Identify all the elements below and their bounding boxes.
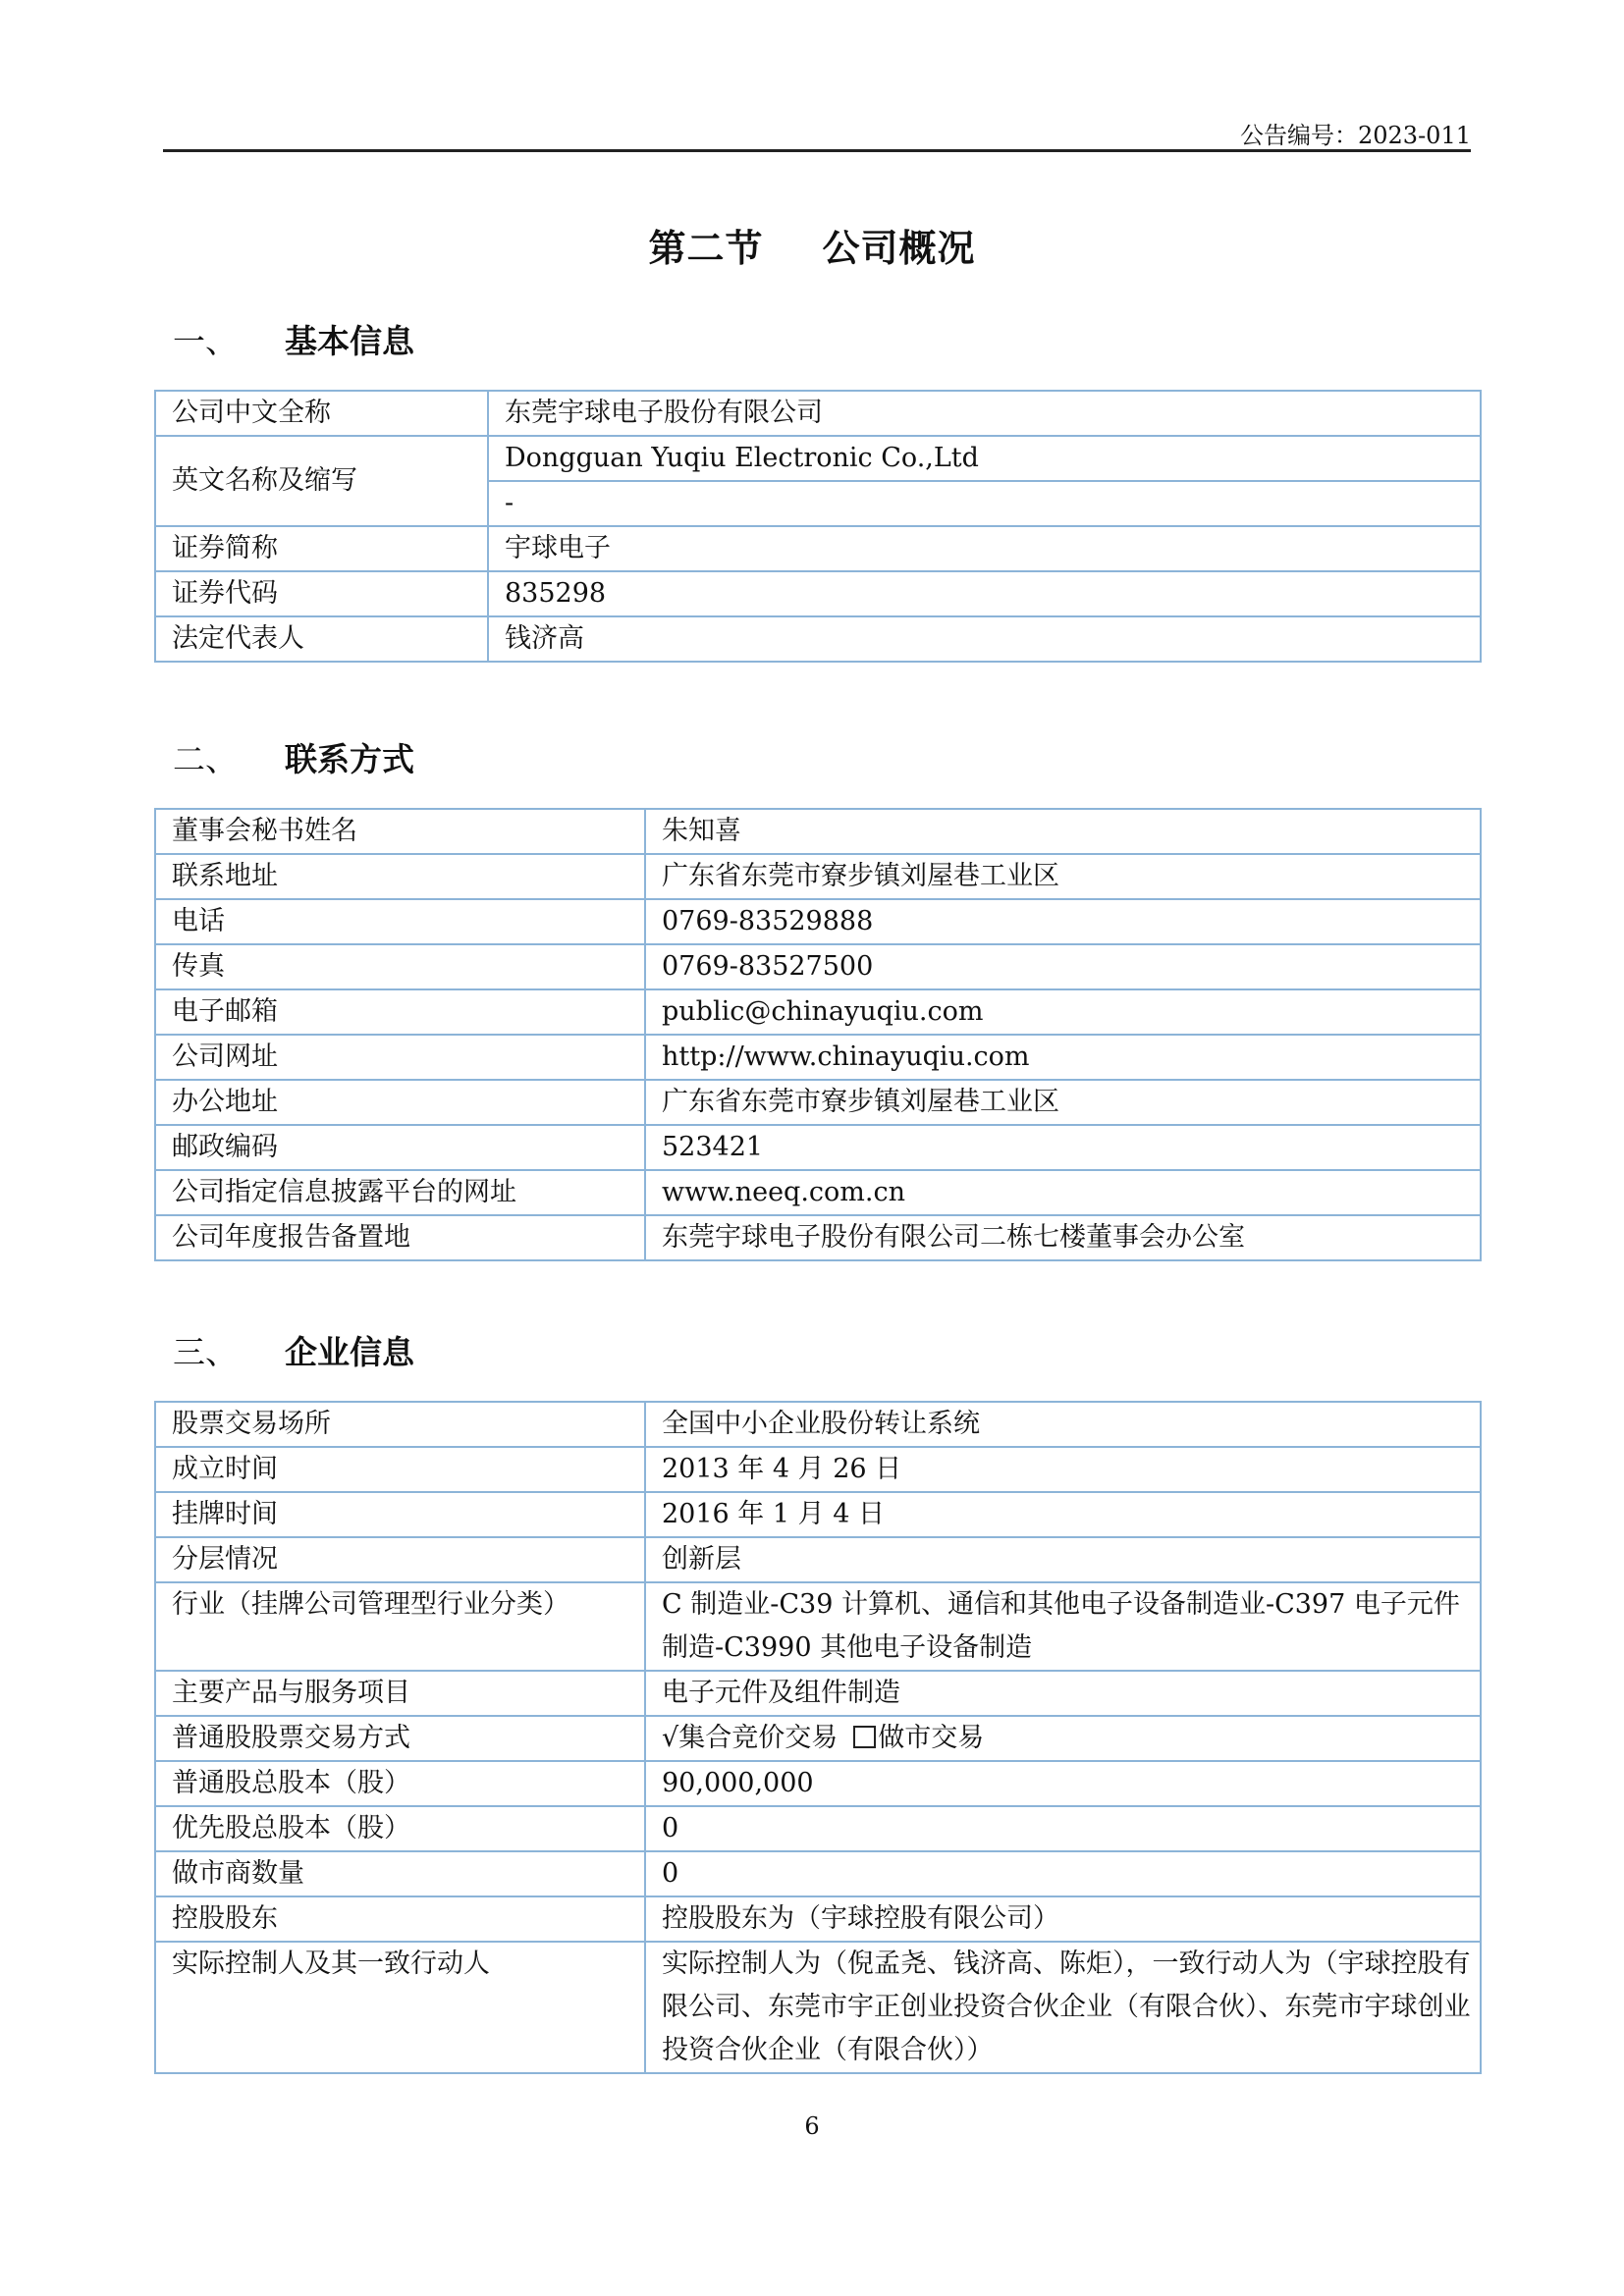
heading-basic-info <box>173 316 414 362</box>
heading-contact <box>173 734 414 780</box>
table-key: 证券代码 <box>155 571 488 616</box>
table-key: 公司网址 <box>155 1035 645 1080</box>
table-value: 东莞宇球电子股份有限公司 <box>488 391 1481 436</box>
table-key: 做市商数量 <box>155 1851 645 1896</box>
table-value: 电子元件及组件制造 <box>645 1671 1481 1716</box>
trading-option-market-making: 做市交易 <box>878 1723 985 1753</box>
section-title <box>0 218 1624 272</box>
section-number: 第二节 <box>648 227 764 270</box>
heading-text: 联系方式 <box>285 740 414 778</box>
table-value: C 制造业-C39 计算机、通信和其他电子设备制造业-C397 电子元件制造-C3990 其他电子设备制造 <box>645 1582 1481 1671</box>
table-value: 创新层 <box>645 1537 1481 1582</box>
table-key: 董事会秘书姓名 <box>155 809 645 854</box>
table-key: 邮政编码 <box>155 1125 645 1170</box>
table-row <box>155 571 1481 616</box>
table-row <box>155 944 1481 989</box>
table-value: 东莞宇球电子股份有限公司二栋七楼董事会办公室 <box>645 1215 1481 1260</box>
table-key: 实际控制人及其一致行动人 <box>155 1942 645 2073</box>
table-row <box>155 854 1481 899</box>
table-row <box>155 526 1481 571</box>
table-value: 控股股东为（宇球控股有限公司） <box>645 1896 1481 1942</box>
table-row <box>155 1851 1481 1896</box>
table-key: 挂牌时间 <box>155 1492 645 1537</box>
table-row <box>155 1806 1481 1851</box>
table-row <box>155 1582 1481 1671</box>
table-value: http://www.chinayuqiu.com <box>645 1035 1481 1080</box>
table-row <box>155 1716 1481 1761</box>
table-value: public@chinayuqiu.com <box>645 989 1481 1035</box>
header-rule <box>163 149 1471 152</box>
table-key: 控股股东 <box>155 1896 645 1942</box>
table-key: 公司指定信息披露平台的网址 <box>155 1170 645 1215</box>
table-row <box>155 1080 1481 1125</box>
table-value: 523421 <box>645 1125 1481 1170</box>
table-key: 法定代表人 <box>155 616 488 662</box>
table-key: 普通股总股本（股） <box>155 1761 645 1806</box>
table-row <box>155 1125 1481 1170</box>
table-value: 2016 年 1 月 4 日 <box>645 1492 1481 1537</box>
table-row <box>155 1402 1481 1447</box>
table-value: Dongguan Yuqiu Electronic Co.,Ltd <box>488 436 1481 481</box>
table-key: 优先股总股本（股） <box>155 1806 645 1851</box>
heading-number: 一、 <box>173 322 238 360</box>
trading-option-auction: √集合竞价交易 <box>662 1723 839 1753</box>
table-value: - <box>488 481 1481 526</box>
table-row <box>155 1170 1481 1215</box>
table-key: 电话 <box>155 899 645 944</box>
enterprise-table <box>154 1401 1482 2074</box>
checkbox-icon <box>853 1726 876 1748</box>
table-key: 分层情况 <box>155 1537 645 1582</box>
table-value: 2013 年 4 月 26 日 <box>645 1447 1481 1492</box>
table-key: 电子邮箱 <box>155 989 645 1035</box>
table-row <box>155 1671 1481 1716</box>
table-value: 广东省东莞市寮步镇刘屋巷工业区 <box>645 1080 1481 1125</box>
table-key: 股票交易场所 <box>155 1402 645 1447</box>
table-row <box>155 1215 1481 1260</box>
heading-text: 企业信息 <box>285 1333 414 1371</box>
table-key: 联系地址 <box>155 854 645 899</box>
table-value: 广东省东莞市寮步镇刘屋巷工业区 <box>645 854 1481 899</box>
table-key: 成立时间 <box>155 1447 645 1492</box>
table-key: 普通股股票交易方式 <box>155 1716 645 1761</box>
table-value: 朱知喜 <box>645 809 1481 854</box>
section-name: 公司概况 <box>822 227 976 270</box>
page-number: 6 <box>804 2112 820 2140</box>
table-row <box>155 899 1481 944</box>
table-key: 英文名称及缩写 <box>155 436 488 526</box>
table-value: 实际控制人为（倪孟尧、钱济高、陈炬），一致行动人为（宇球控股有限公司、东莞市宇正创业投资合伙企业（有限合伙）、东莞市宇球创业投资合伙企业（有限合伙）） <box>645 1942 1481 2073</box>
table-key: 主要产品与服务项目 <box>155 1671 645 1716</box>
table-value: 835298 <box>488 571 1481 616</box>
table-row <box>155 1492 1481 1537</box>
table-row <box>155 1035 1481 1080</box>
table-row <box>155 1896 1481 1942</box>
table-value: 0 <box>645 1851 1481 1896</box>
table-value: 90,000,000 <box>645 1761 1481 1806</box>
table-key: 公司中文全称 <box>155 391 488 436</box>
table-value <box>645 1716 1481 1761</box>
table-value: www.neeq.com.cn <box>645 1170 1481 1215</box>
table-row <box>155 1761 1481 1806</box>
contact-table <box>154 808 1482 1261</box>
table-key: 办公地址 <box>155 1080 645 1125</box>
table-row <box>155 391 1481 436</box>
heading-text: 基本信息 <box>285 322 414 360</box>
table-key: 行业（挂牌公司管理型行业分类） <box>155 1582 645 1671</box>
table-row <box>155 1447 1481 1492</box>
table-row <box>155 436 1481 481</box>
table-key: 证券简称 <box>155 526 488 571</box>
table-value: 0 <box>645 1806 1481 1851</box>
table-row <box>155 809 1481 854</box>
table-key: 传真 <box>155 944 645 989</box>
table-row <box>155 616 1481 662</box>
table-row <box>155 989 1481 1035</box>
heading-number: 二、 <box>173 740 238 778</box>
table-value: 0769-83529888 <box>645 899 1481 944</box>
table-key: 公司年度报告备置地 <box>155 1215 645 1260</box>
table-value: 宇球电子 <box>488 526 1481 571</box>
table-value: 全国中小企业股份转让系统 <box>645 1402 1481 1447</box>
table-row <box>155 1942 1481 2073</box>
table-row <box>155 1537 1481 1582</box>
heading-enterprise <box>173 1327 414 1373</box>
heading-number: 三、 <box>173 1333 238 1371</box>
table-value: 0769-83527500 <box>645 944 1481 989</box>
table-value: 钱济高 <box>488 616 1481 662</box>
announcement-number: 公告编号：2023-011 <box>1240 122 1471 149</box>
basic-info-table <box>154 390 1482 663</box>
